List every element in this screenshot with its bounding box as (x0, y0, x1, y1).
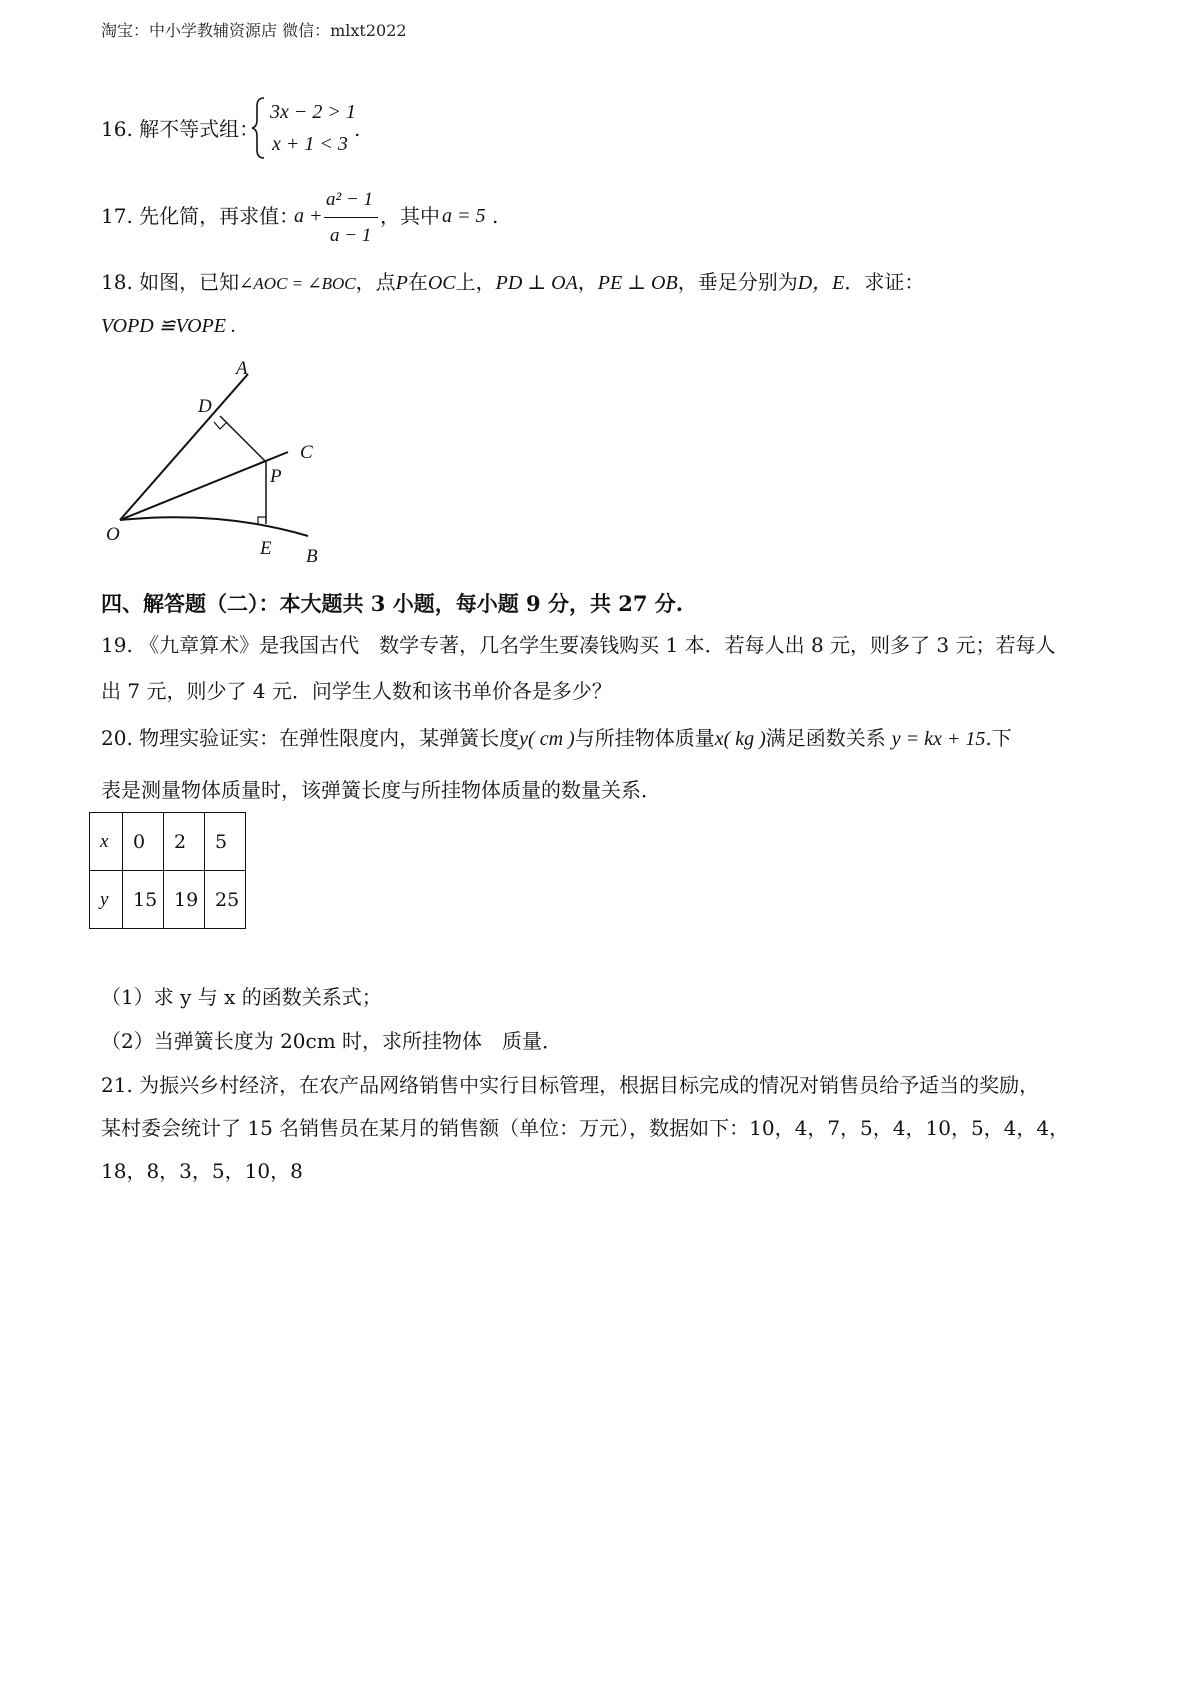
q20-text-d: .下 (985, 726, 1012, 750)
q17-condition: a = 5 (442, 205, 486, 227)
q18-prefix: 18. 如图，已知 (101, 270, 240, 294)
table-cell: 15 (123, 871, 164, 929)
table-row (90, 813, 246, 871)
q20-sub2: （2）当弹簧长度为 20cm 时，求所挂物体 质量． (101, 1029, 563, 1053)
label-a: A (236, 358, 248, 379)
q16-brace (250, 96, 270, 160)
q21-line3: 18，8，3，5，10，8 (101, 1159, 303, 1183)
q17-denominator: a − 1 (330, 225, 372, 246)
q20-text-a: 20. 物理实验证实：在弹性限度内，某弹簧长度 (101, 726, 520, 750)
q20-line1 (101, 724, 1012, 753)
label-d: D (198, 396, 212, 417)
q18-line1 (101, 268, 924, 298)
q21-line2: 某村委会统计了 15 名销售员在某月的销售额（单位：万元），数据如下：10，4，7，5，4，10，5，4，4， (101, 1116, 1070, 1140)
q18-pd-oa: PD ⊥ OA (495, 272, 578, 294)
section4-heading: 四、解答题（二）：本大题共 3 小题，每小题 9 分，共 27 分. (101, 591, 684, 616)
q18-oc: OC (427, 272, 456, 294)
table-cell: y (90, 871, 123, 929)
q16-ineq-1: 3x − 2 > 1 (270, 101, 356, 123)
q17-fraction-bar (324, 217, 378, 218)
label-p: P (270, 466, 282, 487)
right-angle-d (214, 422, 227, 429)
q18-comma: ， (577, 270, 598, 294)
ray-oc (120, 452, 288, 520)
q18-text-d: ，垂足分别为 (677, 270, 798, 294)
geometry-figure (100, 352, 340, 574)
label-c: C (300, 442, 313, 463)
q18-text-b: 在 (407, 270, 428, 294)
table-cell: x (90, 813, 123, 871)
q21-line1: 21. 为振兴乡村经济，在农产品网络销售中实行目标管理，根据目标完成的情况对销售员给予适当的奖励， (101, 1073, 1040, 1097)
page-header: 淘宝：中小学教辅资源店 微信：mlxt2022 (101, 21, 407, 40)
table-row (90, 871, 246, 929)
q20-y-unit: y( cm ) (519, 728, 575, 750)
q18-de: D，E (797, 272, 845, 294)
q20-formula: y = kx + 15 (891, 728, 986, 750)
q20-x-unit: x( kg ) (714, 728, 766, 750)
q17-prefix: 17. 先化简，再求值： (101, 204, 300, 228)
q20-line2: 表是测量物体质量时，该弹簧长度与所挂物体质量的数量关系． (101, 778, 661, 802)
q17-suffix: . (492, 204, 499, 228)
table-cell: 25 (205, 871, 246, 929)
table-cell: 2 (164, 813, 205, 871)
q17-mid: ，其中 (380, 204, 440, 228)
q19-line1: 19. 《九章算术》是我国古代 数学专著，几名学生要凑钱购买 1 本．若每人出 8 元，则多了 3 元；若每人 (101, 633, 1056, 657)
q20-text-b: 与所挂物体质量 (574, 726, 715, 750)
q16-prefix: 16. 解不等式组： (101, 117, 260, 141)
q16-ineq-2: x + 1 < 3 (272, 133, 348, 155)
q19-line2: 出 7 元，则少了 4 元．问学生人数和该书单价各是多少？ (101, 679, 612, 703)
ray-ob (120, 517, 308, 536)
q18-angle-eq: ∠AOC = ∠BOC (239, 274, 356, 293)
q16-suffix: . (354, 117, 361, 141)
q20-data-table (89, 812, 246, 929)
table-cell: 0 (123, 813, 164, 871)
table-cell: 5 (205, 813, 246, 871)
label-e: E (260, 538, 272, 559)
q18-pe-ob: PE ⊥ OB (597, 272, 678, 294)
q18-text-a: ，点 (355, 270, 396, 294)
q18-text-c: 上， (455, 270, 496, 294)
q18-p: P (395, 272, 408, 294)
q18-line2: VOPD ≌VOPE . (101, 315, 236, 337)
q18-text-e: ．求证： (844, 270, 925, 294)
ray-oa (120, 374, 248, 520)
label-o: O (106, 524, 120, 545)
table-cell: 19 (164, 871, 205, 929)
q17-term-a: a + (294, 205, 323, 227)
q17-numerator: a² − 1 (326, 189, 374, 210)
q20-sub1: （1）求 y 与 x 的函数关系式； (101, 985, 382, 1009)
right-angle-e (258, 517, 266, 524)
q20-text-c: 满足函数关系 (765, 726, 886, 750)
label-b: B (306, 546, 318, 567)
